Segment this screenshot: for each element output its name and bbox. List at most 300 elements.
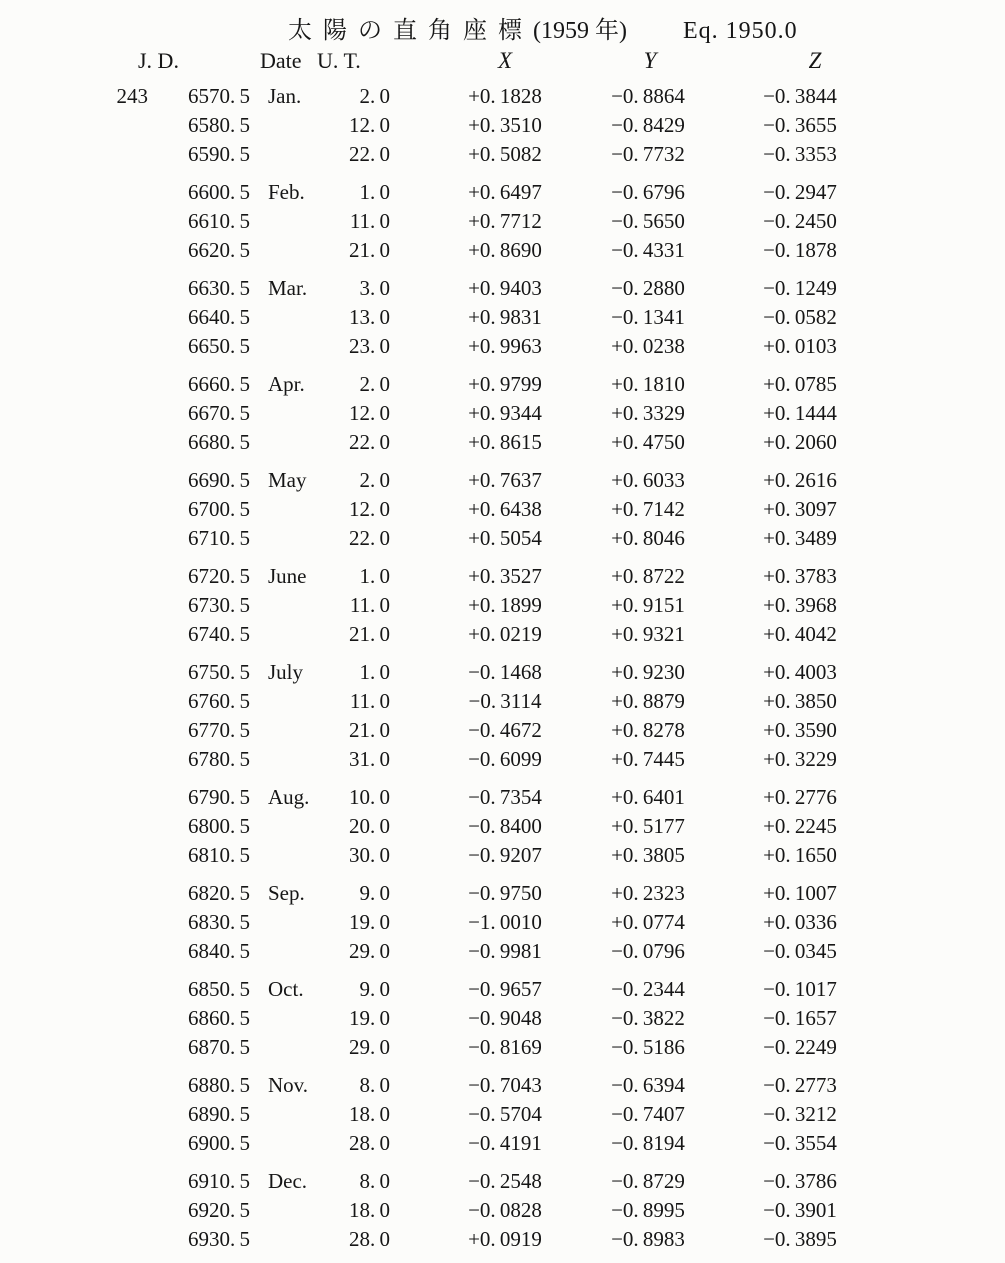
x-value: −0. 1468 — [468, 660, 542, 684]
x-value: −0. 3114 — [468, 689, 542, 713]
day-value: 2. 0 — [359, 84, 390, 108]
y-value: +0. 0238 — [611, 334, 685, 358]
z-value: −0. 2773 — [763, 1073, 837, 1097]
jd-value: 6700. 5 — [188, 497, 250, 521]
x-value: +0. 6497 — [468, 180, 542, 204]
month-label — [250, 303, 320, 332]
month-label — [250, 524, 320, 553]
jd-value: 6850. 5 — [188, 977, 250, 1001]
month-label — [250, 1004, 320, 1033]
z-value: +0. 3850 — [763, 689, 837, 713]
jd-value: 6760. 5 — [188, 689, 250, 713]
day-value: 19. 0 — [349, 1006, 390, 1030]
table-row — [0, 879, 1005, 908]
table-row — [0, 908, 1005, 937]
month-label — [250, 1196, 320, 1225]
month-label: Nov. — [268, 1073, 309, 1097]
table-row — [0, 620, 1005, 649]
day-value: 22. 0 — [349, 430, 390, 454]
table-row — [0, 812, 1005, 841]
month-label: Sep. — [268, 881, 305, 905]
day-value: 3. 0 — [359, 276, 390, 300]
z-value: −0. 3895 — [763, 1227, 837, 1251]
day-value: 9. 0 — [359, 881, 390, 905]
z-value: +0. 1007 — [763, 881, 837, 905]
day-value: 10. 0 — [349, 785, 390, 809]
table-row — [0, 399, 1005, 428]
y-value: −0. 5186 — [611, 1035, 685, 1059]
z-value: −0. 2249 — [763, 1035, 837, 1059]
x-value: −0. 9207 — [468, 843, 542, 867]
table-row — [0, 562, 1005, 591]
jd-prefix — [0, 620, 148, 649]
month-label — [250, 332, 320, 361]
month-label — [250, 716, 320, 745]
jd-prefix — [0, 937, 148, 966]
month-label: Oct. — [268, 977, 304, 1001]
y-value: +0. 9321 — [611, 622, 685, 646]
jd-value: 6890. 5 — [188, 1102, 250, 1126]
y-value: +0. 5177 — [611, 814, 685, 838]
table-row — [0, 937, 1005, 966]
title-year: (1959 年) — [533, 18, 627, 44]
table-row — [0, 140, 1005, 169]
day-value: 18. 0 — [349, 1198, 390, 1222]
month-label — [250, 1129, 320, 1158]
month-label — [250, 111, 320, 140]
z-value: +0. 0336 — [763, 910, 837, 934]
jd-value: 6740. 5 — [188, 622, 250, 646]
day-value: 28. 0 — [349, 1131, 390, 1155]
jd-prefix — [0, 111, 148, 140]
jd-value: 6830. 5 — [188, 910, 250, 934]
z-value: −0. 3554 — [763, 1131, 837, 1155]
jd-value: 6820. 5 — [188, 881, 250, 905]
jd-prefix — [0, 716, 148, 745]
jd-value: 6750. 5 — [188, 660, 250, 684]
jd-prefix — [0, 274, 148, 303]
month-label — [250, 399, 320, 428]
day-value: 2. 0 — [359, 468, 390, 492]
z-value: −0. 3212 — [763, 1102, 837, 1126]
jd-value: 6910. 5 — [188, 1169, 250, 1193]
jd-prefix — [0, 524, 148, 553]
z-value: +0. 0785 — [763, 372, 837, 396]
y-value: −0. 3822 — [611, 1006, 685, 1030]
day-value: 28. 0 — [349, 1227, 390, 1251]
y-value: +0. 7445 — [611, 747, 685, 771]
z-value: −0. 3655 — [763, 113, 837, 137]
x-value: −0. 7354 — [468, 785, 542, 809]
month-group — [0, 562, 1005, 649]
jd-prefix — [0, 783, 148, 812]
x-value: +0. 3527 — [468, 564, 542, 588]
y-value: +0. 2323 — [611, 881, 685, 905]
z-value: +0. 2616 — [763, 468, 837, 492]
jd-prefix — [0, 1225, 148, 1254]
day-value: 2. 0 — [359, 372, 390, 396]
day-value: 18. 0 — [349, 1102, 390, 1126]
y-value: +0. 4750 — [611, 430, 685, 454]
day-value: 22. 0 — [349, 142, 390, 166]
table-row — [0, 975, 1005, 1004]
y-value: +0. 0774 — [611, 910, 685, 934]
day-value: 12. 0 — [349, 401, 390, 425]
month-label: July — [268, 660, 304, 684]
table-row — [0, 658, 1005, 687]
y-value: −0. 0796 — [611, 939, 685, 963]
x-value: +0. 9963 — [468, 334, 542, 358]
table-row — [0, 370, 1005, 399]
jd-value: 6880. 5 — [188, 1073, 250, 1097]
table-row — [0, 745, 1005, 774]
jd-prefix — [0, 1167, 148, 1196]
z-value: −0. 1017 — [763, 977, 837, 1001]
jd-prefix — [0, 908, 148, 937]
table-row — [0, 716, 1005, 745]
y-value: −0. 2880 — [611, 276, 685, 300]
x-value: −0. 7043 — [468, 1073, 542, 1097]
jd-prefix — [0, 879, 148, 908]
y-value: −0. 8864 — [611, 84, 685, 108]
y-value: +0. 6401 — [611, 785, 685, 809]
jd-value: 6720. 5 — [188, 564, 250, 588]
table-row — [0, 178, 1005, 207]
jd-value: 6580. 5 — [188, 113, 250, 137]
month-label — [250, 1225, 320, 1254]
y-value: −0. 8194 — [611, 1131, 685, 1155]
table-row — [0, 687, 1005, 716]
month-label — [250, 1033, 320, 1062]
day-value: 12. 0 — [349, 113, 390, 137]
x-value: −0. 9981 — [468, 939, 542, 963]
header-ut: U. T. — [317, 48, 361, 73]
z-value: −0. 0345 — [763, 939, 837, 963]
y-value: −0. 5650 — [611, 209, 685, 233]
jd-prefix — [0, 332, 148, 361]
jd-prefix — [0, 1033, 148, 1062]
header-z: Z — [808, 48, 822, 73]
month-label: Apr. — [268, 372, 305, 396]
jd-value: 6650. 5 — [188, 334, 250, 358]
z-value: −0. 2450 — [763, 209, 837, 233]
table-row — [0, 1225, 1005, 1254]
table-row — [0, 841, 1005, 870]
x-value: +0. 0919 — [468, 1227, 542, 1251]
z-value: −0. 2947 — [763, 180, 837, 204]
day-value: 20. 0 — [349, 814, 390, 838]
jd-value: 6570. 5 — [188, 84, 250, 108]
jd-value: 6710. 5 — [188, 526, 250, 550]
table-row — [0, 1004, 1005, 1033]
month-group — [0, 274, 1005, 361]
jd-prefix — [0, 687, 148, 716]
z-value: −0. 3786 — [763, 1169, 837, 1193]
table-row — [0, 1100, 1005, 1129]
page-title — [0, 0, 1005, 46]
month-label — [250, 428, 320, 457]
x-value: −0. 9048 — [468, 1006, 542, 1030]
y-value: −0. 8983 — [611, 1227, 685, 1251]
jd-prefix — [0, 370, 148, 399]
jd-prefix: 243 — [116, 84, 148, 108]
table-row — [0, 1167, 1005, 1196]
y-value: +0. 9151 — [611, 593, 685, 617]
jd-value: 6640. 5 — [188, 305, 250, 329]
x-value: +0. 7712 — [468, 209, 542, 233]
y-value: +0. 6033 — [611, 468, 685, 492]
x-value: −0. 0828 — [468, 1198, 542, 1222]
table-row — [0, 1196, 1005, 1225]
day-value: 1. 0 — [359, 180, 390, 204]
jd-value: 6780. 5 — [188, 747, 250, 771]
x-value: −0. 8169 — [468, 1035, 542, 1059]
y-value: +0. 9230 — [611, 660, 685, 684]
jd-value: 6730. 5 — [188, 593, 250, 617]
jd-prefix — [0, 428, 148, 457]
y-value: +0. 8278 — [611, 718, 685, 742]
table-row — [0, 1071, 1005, 1100]
jd-prefix — [0, 1129, 148, 1158]
z-value: +0. 1650 — [763, 843, 837, 867]
x-value: +0. 9831 — [468, 305, 542, 329]
jd-value: 6920. 5 — [188, 1198, 250, 1222]
y-value: −0. 4331 — [611, 238, 685, 262]
z-value: −0. 3844 — [763, 84, 837, 108]
month-label: Dec. — [268, 1169, 308, 1193]
jd-prefix — [0, 399, 148, 428]
table-row — [0, 524, 1005, 553]
day-value: 23. 0 — [349, 334, 390, 358]
jd-value: 6680. 5 — [188, 430, 250, 454]
jd-prefix — [0, 591, 148, 620]
y-value: −0. 1341 — [611, 305, 685, 329]
day-value: 29. 0 — [349, 1035, 390, 1059]
z-value: −0. 3901 — [763, 1198, 837, 1222]
month-label — [250, 687, 320, 716]
x-value: −0. 2548 — [468, 1169, 542, 1193]
y-value: −0. 8429 — [611, 113, 685, 137]
table-row — [0, 466, 1005, 495]
jd-value: 6840. 5 — [188, 939, 250, 963]
jd-prefix — [0, 140, 148, 169]
month-group — [0, 1071, 1005, 1158]
month-label: Mar. — [268, 276, 308, 300]
day-value: 11. 0 — [349, 689, 390, 713]
jd-prefix — [0, 178, 148, 207]
header-y: Y — [643, 48, 657, 73]
x-value: −0. 8400 — [468, 814, 542, 838]
day-value: 1. 0 — [359, 564, 390, 588]
table-row — [0, 236, 1005, 265]
z-value: +0. 3097 — [763, 497, 837, 521]
x-value: +0. 3510 — [468, 113, 542, 137]
month-group — [0, 1167, 1005, 1254]
month-label — [250, 495, 320, 524]
y-value: −0. 2344 — [611, 977, 685, 1001]
jd-value: 6610. 5 — [188, 209, 250, 233]
z-value: −0. 1878 — [763, 238, 837, 262]
month-group — [0, 466, 1005, 553]
x-value: −0. 4191 — [468, 1131, 542, 1155]
day-value: 21. 0 — [349, 622, 390, 646]
month-group — [0, 370, 1005, 457]
jd-value: 6600. 5 — [188, 180, 250, 204]
table-row — [0, 82, 1005, 111]
month-label — [250, 207, 320, 236]
z-value: +0. 3489 — [763, 526, 837, 550]
x-value: −0. 5704 — [468, 1102, 542, 1126]
jd-value: 6620. 5 — [188, 238, 250, 262]
jd-prefix — [0, 658, 148, 687]
x-value: +0. 0219 — [468, 622, 542, 646]
day-value: 11. 0 — [349, 209, 390, 233]
z-value: +0. 2060 — [763, 430, 837, 454]
z-value: +0. 3229 — [763, 747, 837, 771]
jd-value: 6770. 5 — [188, 718, 250, 742]
x-value: −0. 9657 — [468, 977, 542, 1001]
x-value: +0. 5082 — [468, 142, 542, 166]
table-body — [0, 82, 1005, 1254]
x-value: −0. 6099 — [468, 747, 542, 771]
month-group — [0, 783, 1005, 870]
jd-prefix — [0, 745, 148, 774]
x-value: −1. 0010 — [468, 910, 542, 934]
z-value: +0. 4042 — [763, 622, 837, 646]
jd-value: 6810. 5 — [188, 843, 250, 867]
table-row — [0, 303, 1005, 332]
month-label — [250, 236, 320, 265]
month-label — [250, 140, 320, 169]
y-value: −0. 6394 — [611, 1073, 685, 1097]
z-value: +0. 3968 — [763, 593, 837, 617]
z-value: +0. 4003 — [763, 660, 837, 684]
day-value: 21. 0 — [349, 238, 390, 262]
jd-prefix — [0, 207, 148, 236]
z-value: −0. 3353 — [763, 142, 837, 166]
jd-value: 6900. 5 — [188, 1131, 250, 1155]
header-date: Date — [260, 48, 302, 73]
jd-value: 6670. 5 — [188, 401, 250, 425]
month-group — [0, 975, 1005, 1062]
header-x: X — [497, 48, 513, 73]
day-value: 22. 0 — [349, 526, 390, 550]
jd-value: 6590. 5 — [188, 142, 250, 166]
table-row — [0, 428, 1005, 457]
jd-value: 6800. 5 — [188, 814, 250, 838]
table-row — [0, 111, 1005, 140]
month-label — [250, 1100, 320, 1129]
month-label — [250, 745, 320, 774]
month-label: May — [268, 468, 307, 492]
jd-prefix — [0, 236, 148, 265]
x-value: −0. 9750 — [468, 881, 542, 905]
y-value: +0. 8046 — [611, 526, 685, 550]
jd-prefix — [0, 1196, 148, 1225]
x-value: +0. 1828 — [468, 84, 542, 108]
table-row — [0, 495, 1005, 524]
jd-prefix — [0, 466, 148, 495]
month-label — [250, 937, 320, 966]
table-row — [0, 1129, 1005, 1158]
month-group — [0, 658, 1005, 774]
day-value: 1. 0 — [359, 660, 390, 684]
z-value: +0. 0103 — [763, 334, 837, 358]
month-label — [250, 908, 320, 937]
day-value: 8. 0 — [359, 1169, 390, 1193]
y-value: +0. 3805 — [611, 843, 685, 867]
table-row — [0, 274, 1005, 303]
day-value: 21. 0 — [349, 718, 390, 742]
y-value: −0. 7407 — [611, 1102, 685, 1126]
z-value: +0. 1444 — [763, 401, 837, 425]
day-value: 29. 0 — [349, 939, 390, 963]
z-value: −0. 1657 — [763, 1006, 837, 1030]
day-value: 12. 0 — [349, 497, 390, 521]
table-row — [0, 332, 1005, 361]
jd-prefix — [0, 495, 148, 524]
x-value: +0. 9403 — [468, 276, 542, 300]
day-value: 8. 0 — [359, 1073, 390, 1097]
z-value: +0. 3783 — [763, 564, 837, 588]
day-value: 19. 0 — [349, 910, 390, 934]
x-value: −0. 4672 — [468, 718, 542, 742]
z-value: +0. 3590 — [763, 718, 837, 742]
jd-value: 6930. 5 — [188, 1227, 250, 1251]
jd-prefix — [0, 975, 148, 1004]
month-label — [250, 812, 320, 841]
y-value: −0. 8995 — [611, 1198, 685, 1222]
jd-value: 6860. 5 — [188, 1006, 250, 1030]
z-value: −0. 0582 — [763, 305, 837, 329]
y-value: −0. 6796 — [611, 180, 685, 204]
jd-prefix — [0, 562, 148, 591]
z-value: +0. 2245 — [763, 814, 837, 838]
month-label: Aug. — [268, 785, 310, 809]
header-jd: J. D. — [138, 48, 179, 73]
jd-value: 6630. 5 — [188, 276, 250, 300]
x-value: +0. 5054 — [468, 526, 542, 550]
month-group — [0, 82, 1005, 169]
jd-prefix — [0, 303, 148, 332]
y-value: +0. 3329 — [611, 401, 685, 425]
z-value: +0. 2776 — [763, 785, 837, 809]
jd-value: 6690. 5 — [188, 468, 250, 492]
jd-prefix — [0, 1100, 148, 1129]
jd-prefix — [0, 1004, 148, 1033]
y-value: +0. 7142 — [611, 497, 685, 521]
table-row — [0, 207, 1005, 236]
table-row — [0, 783, 1005, 812]
y-value: +0. 8879 — [611, 689, 685, 713]
month-group — [0, 178, 1005, 265]
month-group — [0, 879, 1005, 966]
jd-prefix — [0, 1071, 148, 1100]
day-value: 31. 0 — [349, 747, 390, 771]
x-value: +0. 9799 — [468, 372, 542, 396]
y-value: +0. 8722 — [611, 564, 685, 588]
jd-prefix — [0, 841, 148, 870]
month-label: Jan. — [268, 84, 302, 108]
x-value: +0. 7637 — [468, 468, 542, 492]
title-equinox: Eq. 1950.0 — [682, 18, 798, 44]
day-value: 30. 0 — [349, 843, 390, 867]
table-row — [0, 591, 1005, 620]
day-value: 13. 0 — [349, 305, 390, 329]
day-value: 9. 0 — [359, 977, 390, 1001]
month-label — [250, 841, 320, 870]
jd-value: 6660. 5 — [188, 372, 250, 396]
